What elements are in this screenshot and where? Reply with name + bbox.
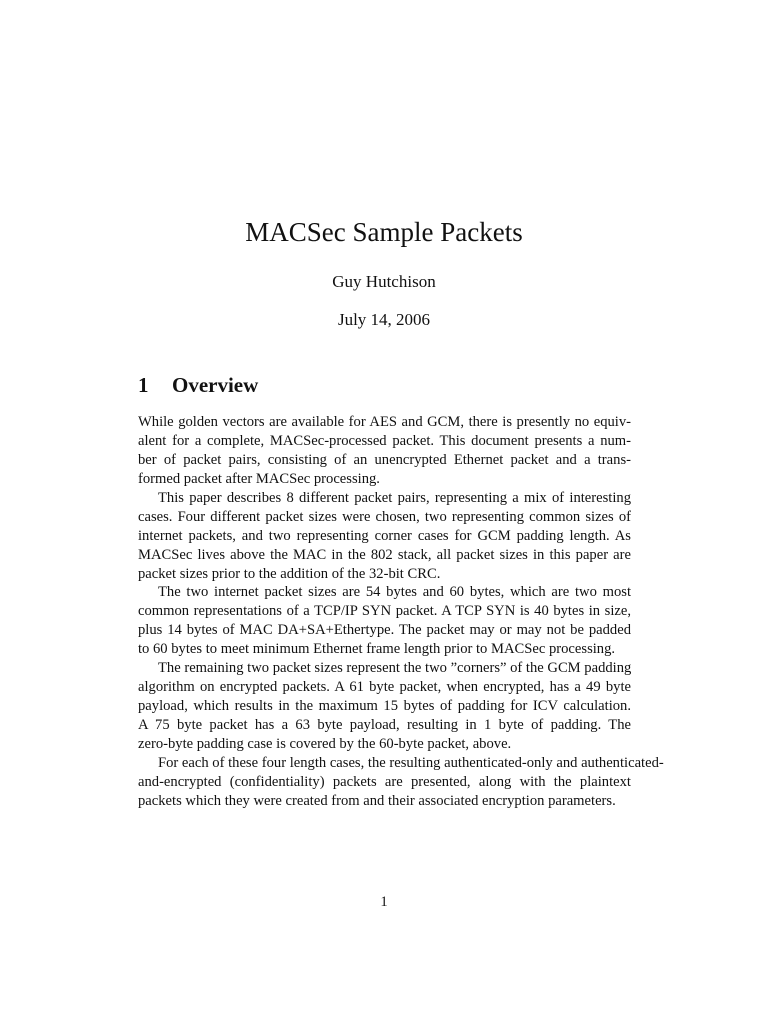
text-line: plus 14 bytes of MAC DA+SA+Ethertype. The packet may or may not be padded — [138, 622, 631, 639]
document-title: MACSec Sample Packets — [245, 217, 523, 247]
text-line: and-encrypted (confidentiality) packets are presented, along with the plaintext — [138, 773, 631, 790]
text-line: common representations of a TCP/IP SYN packet. A TCP SYN is 40 bytes in size, — [138, 603, 631, 620]
text-line: to 60 bytes to meet minimum Ethernet frame length prior to MACSec processing. — [138, 641, 616, 658]
text-line: zero-byte padding case is covered by the 60-byte packet, above. — [138, 735, 512, 752]
text-line: MACSec lives above the MAC in the 802 stack, all packet sizes in this paper are — [138, 546, 631, 563]
author-name: Guy Hutchison — [332, 272, 436, 291]
text-line: This paper describes 8 different packet pairs, representing a mix of interesting — [158, 489, 631, 506]
text-line: A 75 byte packet has a 63 byte payload, resulting in 1 byte of padding. The — [138, 717, 631, 733]
text-line: For each of these four length cases, the resulting authenticated-only and authenticated- — [158, 754, 664, 771]
section-number: 1 — [138, 373, 149, 397]
text-line: The remaining two packet sizes represent the two ”corners” of the GCM padding — [158, 660, 632, 677]
page-number: 1 — [380, 894, 388, 910]
body-text — [138, 413, 664, 811]
section-title: Overview — [172, 373, 259, 397]
document-date: July 14, 2006 — [337, 310, 431, 329]
text-line: alent for a complete, MACSec-processed packet. This document presents a num- — [138, 432, 631, 449]
text-line: ber of packet pairs, consisting of an unencrypted Ethernet packet and a trans- — [138, 451, 631, 468]
text-line: algorithm on encrypted packets. A 61 byte packet, when encrypted, has a 49 byte — [138, 679, 631, 696]
text-line: packet sizes prior to the addition of the 32-bit CRC. — [138, 565, 441, 582]
text-line: packets which they were created from and their associated encryption parameters. — [138, 792, 616, 809]
text-line: payload, which results in the maximum 15 bytes of padding for ICV calculation. — [138, 698, 631, 715]
text-line: internet packets, and two representing corner cases for GCM padding length. As — [138, 527, 631, 544]
text-line: formed packet after MACSec processing. — [138, 470, 380, 487]
text-line: While golden vectors are available for AES and GCM, there is presently no equiv- — [138, 414, 631, 430]
text-line: cases. Four different packet sizes were chosen, two representing common sizes of — [138, 508, 631, 525]
text-line: The two internet packet sizes are 54 bytes and 60 bytes, which are two most — [158, 584, 631, 601]
section-heading — [138, 371, 258, 399]
